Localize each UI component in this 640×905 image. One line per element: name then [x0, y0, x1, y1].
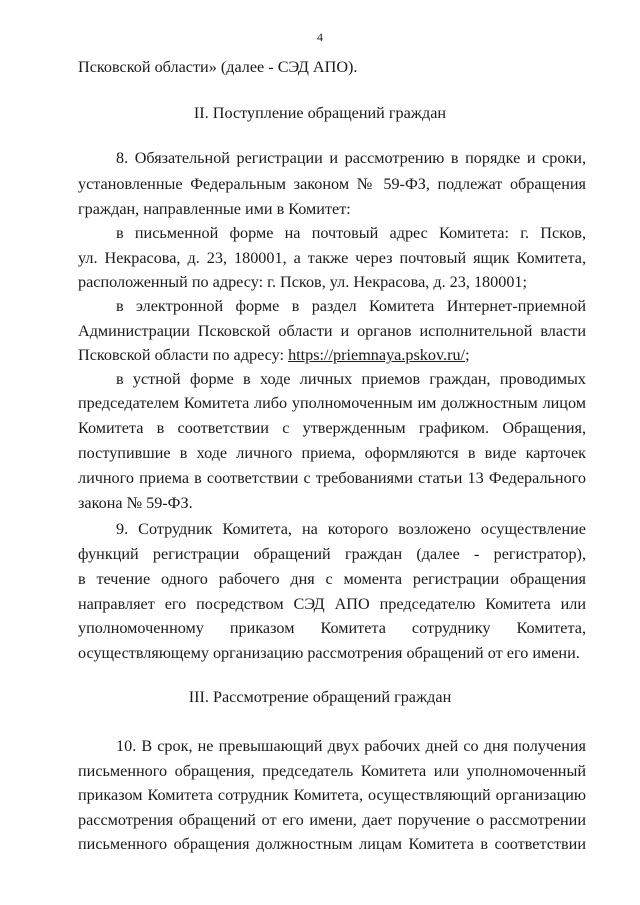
paragraph-9-line: функций регистрации обращений граждан (далее - регистратор), [78, 545, 586, 563]
paragraph-9-line: направляет его посредством СЭД АПО председателю Комитета или [78, 595, 586, 613]
priemnaya-link[interactable]: https://priemnaya.pskov.ru/ [288, 346, 466, 364]
paragraph-10-line: письменного обращения, председатель Комитета или уполномоченный [78, 762, 586, 780]
paragraph-9-line: в течение одного рабочего дня с момента регистрации обращения [78, 570, 586, 588]
paragraph-9-line: уполномоченному приказом Комитета сотруднику Комитета, [78, 619, 586, 637]
oral-form-line: в устной форме в ходе личных приемов граждан, проводимых [116, 370, 586, 388]
oral-form-line: председателем Комитета либо уполномоченным им должностным лицом [78, 394, 586, 412]
section-heading-2: II. Поступление обращений граждан [193, 104, 447, 122]
paragraph-10-line: приказом Комитета сотрудник Комитета, осуществляющий организацию [78, 786, 586, 804]
paragraph-8-line: граждан, направленные ими в Комитет: [78, 200, 351, 218]
written-form-line: ул. Некрасова, д. 23, 180001, а также через почтовый ящик Комитета, [78, 249, 586, 267]
continuation-line: Псковской области» (далее - СЭД АПО). [78, 58, 358, 76]
paragraph-10-line: письменного обращения должностным лицам Комитета в соответствии [78, 835, 586, 853]
oral-form-line: закона № 59-ФЗ. [78, 494, 193, 512]
oral-form-line: Комитета в соответствии с утвержденным графиком. Обращения, [78, 419, 586, 437]
section-heading-3: III. Рассмотрение обращений граждан [188, 688, 452, 706]
paragraph-9-line: осуществляющему организацию рассмотрения обращений от его имени. [78, 644, 580, 662]
page-number: 4 [317, 30, 323, 44]
electronic-form-suffix: ; [465, 346, 470, 364]
written-form-line: расположенный по адресу: г. Псков, ул. Некрасова, д. 23, 180001; [78, 273, 528, 291]
paragraph-8-line: установленные Федеральным законом № 59-ФЗ, подлежат обращения [78, 175, 586, 193]
paragraph-10-line: рассмотрения обращений от его имени, дает поручение о рассмотрении [78, 811, 586, 829]
electronic-form-line [78, 345, 470, 365]
electronic-form-line: Администрации Псковской области и органов исполнительной власти [78, 322, 586, 340]
paragraph-10-line: 10. В срок, не превышающий двух рабочих дней со дня получения [116, 737, 586, 755]
oral-form-line: личного приема в соответствии с требованиями статьи 13 Федерального [78, 469, 586, 487]
written-form-line: в письменной форме на почтовый адрес Комитета: г. Псков, [116, 224, 586, 242]
electronic-form-prefix: Псковской области по адресу: [78, 346, 289, 364]
electronic-form-line: в электронной форме в раздел Комитета Интернет-приемной [116, 297, 586, 315]
paragraph-9-line: 9. Сотрудник Комитета, на которого возложено осуществление [116, 520, 586, 538]
oral-form-line: поступившие в ходе личного приема, оформляются в виде карточек [78, 444, 586, 462]
paragraph-8-line: 8. Обязательной регистрации и рассмотрению в порядке и сроки, [116, 149, 586, 167]
